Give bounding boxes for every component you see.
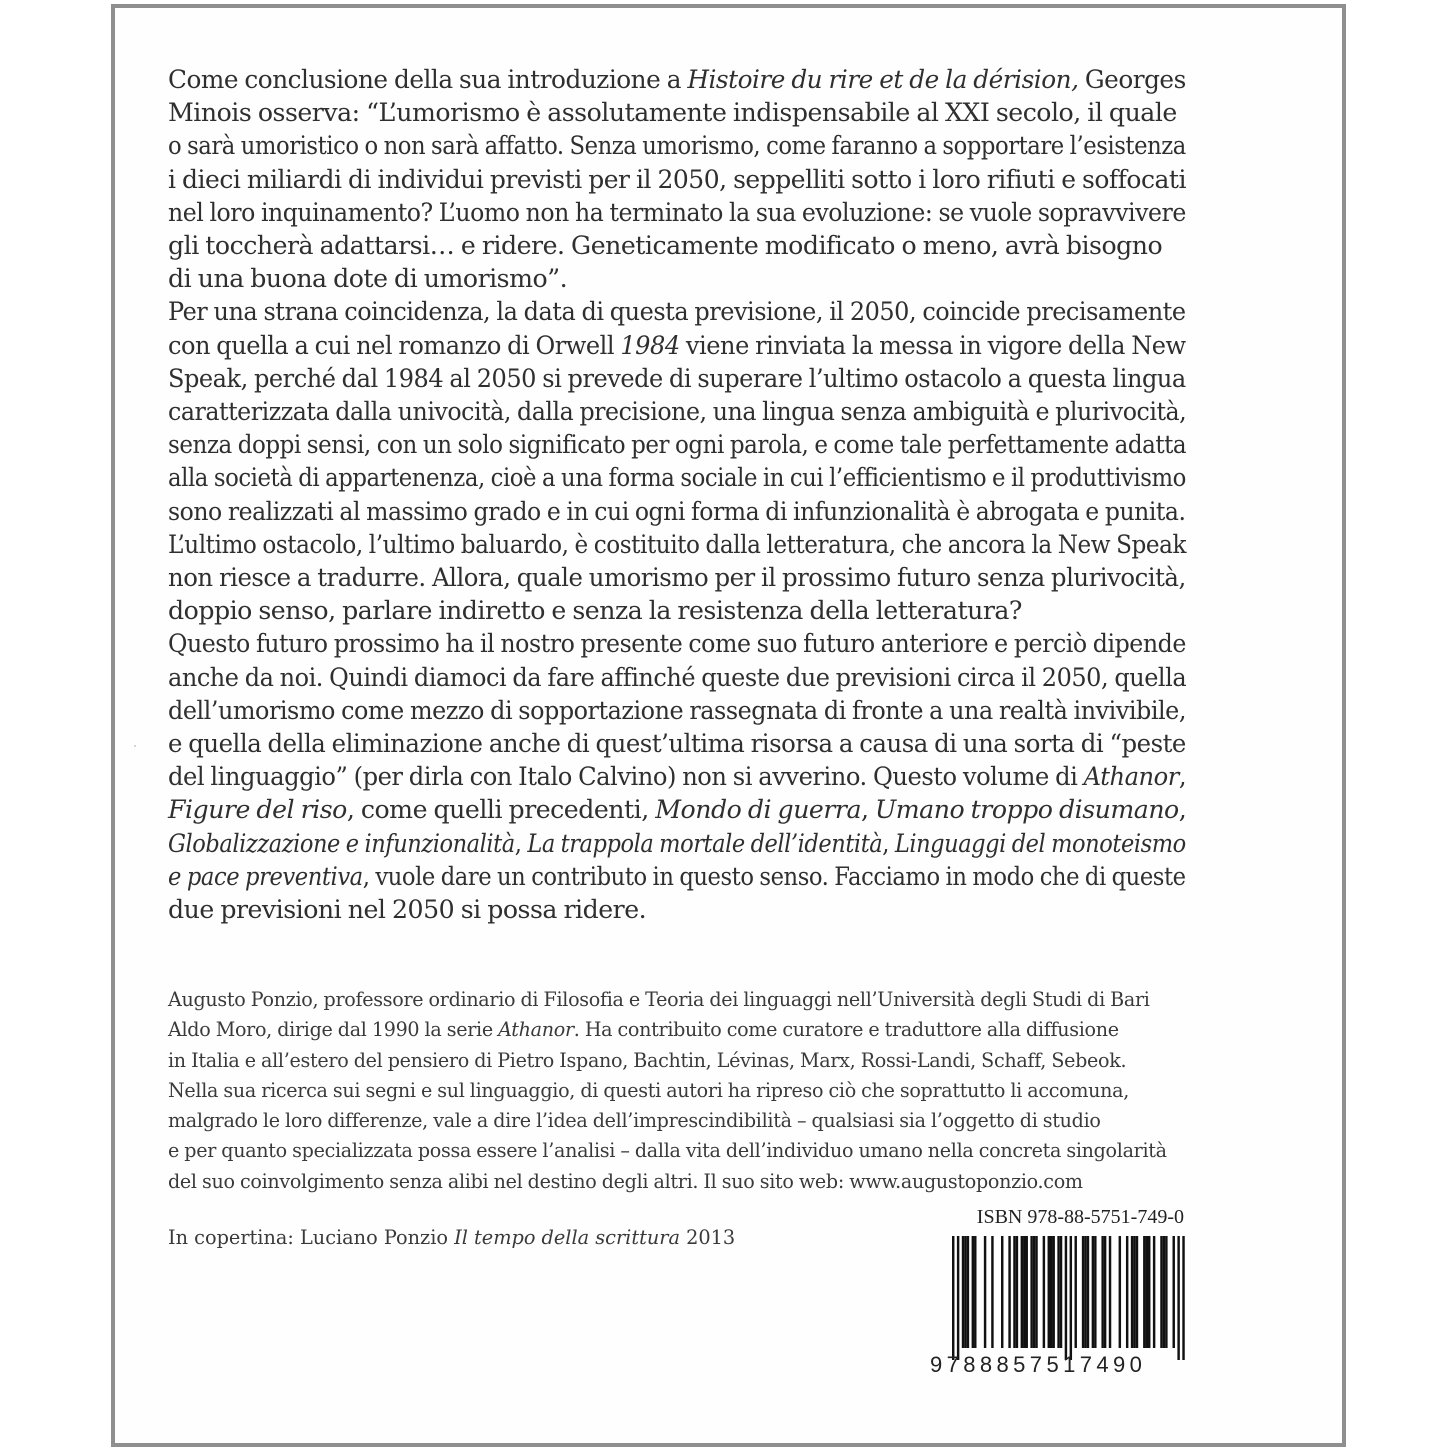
text-run: Nella sua ricerca sui segni e sul linguaggio, di questi autori ha ripreso ciò che soprattutto li accomuna, (168, 1078, 1129, 1102)
barcode-bar (1035, 1236, 1037, 1348)
italic-title-text: Globalizzazione e infunzionalità (168, 828, 515, 859)
barcode-bar (1160, 1236, 1162, 1348)
barcode-bar (991, 1236, 993, 1348)
barcode-bar (1163, 1236, 1165, 1348)
barcode-bar (1119, 1236, 1121, 1348)
cover-credit-prefix: In copertina: Luciano Ponzio (168, 1226, 455, 1249)
text-run: in Italia e all’estero del pensiero di Pietro Ispano, Bachtin, Lévinas, Marx, Rossi-Landi, Schaff, Sebeok. (168, 1048, 1127, 1072)
barcode-bar (1126, 1236, 1128, 1348)
text-run: gli toccherà adattarsi… e ridere. Geneticamente modificato o meno, avrà bisogno (168, 231, 1163, 262)
main-blurb-text (168, 64, 1198, 927)
barcode-bar (1177, 1236, 1179, 1360)
barcode-bar (1109, 1236, 1111, 1348)
italic-title-text: Umano troppo disumano (875, 795, 1179, 826)
cover-credit (168, 1224, 735, 1252)
barcode-bar (1050, 1236, 1052, 1348)
text-run: anche da noi. Quindi diamoci da fare affinché queste due previsioni circa il 2050, quella (168, 662, 1187, 693)
barcode-bar (1060, 1236, 1062, 1348)
barcode (930, 1236, 1190, 1366)
italic-title-text: Histoire du rire et de la dérision, (687, 65, 1079, 95)
text-run: nel loro inquinamento? L’uomo non ha terminato la sua evoluzione: se vuole sopravvivere (168, 197, 1186, 228)
blurb-line (168, 330, 1186, 363)
barcode-bar (1057, 1236, 1059, 1348)
blurb-line (168, 230, 1186, 263)
bio-line (168, 1076, 1168, 1106)
blurb-line (168, 728, 1186, 761)
text-run: e quella della eliminazione anche di quest’ultima risorsa a causa di una sorta di “peste (168, 729, 1186, 760)
cover-artwork-title: Il tempo della scrittura (454, 1226, 680, 1249)
blurb-line (168, 662, 1187, 695)
bio-line (168, 985, 1168, 1015)
barcode-bar (1021, 1236, 1023, 1348)
barcode-bar (1008, 1236, 1010, 1348)
text-run: senza doppi sensi, con un solo significato per ogni parola, e come tale perfettamente adatta (168, 430, 1187, 461)
barcode-bar (1153, 1236, 1155, 1348)
blurb-line (168, 761, 1187, 794)
barcode-bar (1101, 1236, 1103, 1348)
text-run: i dieci miliardi di individui previsti per il 2050, seppelliti sotto i loro rifiuti e soffocati (168, 164, 1186, 195)
text-run: e per quanto specializzata possa essere l’analisi – dalla vita dell’individuo umano nella concreta singolarità (168, 1139, 1167, 1163)
barcode-bar (1070, 1236, 1072, 1360)
italic-title-text: Linguaggi del monoteismo (894, 828, 1186, 859)
italic-title-text: 1984 (620, 330, 680, 361)
blurb-line (168, 396, 1187, 429)
italic-title-text: La trappola mortale dell’identità (527, 828, 883, 859)
text-run: dell’umorismo come mezzo di sopportazione rassegnata di fronte a una realtà invivibile, (168, 695, 1186, 726)
barcode-bar (1084, 1236, 1086, 1348)
blurb-line (168, 263, 1186, 296)
text-run: sono realizzati al massimo grado e in cui ogni forma di infunzionalità è abrogata e punita. (168, 496, 1186, 527)
blurb-line (168, 197, 1186, 230)
text-run: con quella a cui nel romanzo di Orwell (168, 330, 621, 361)
text-run: Aldo Moro, dirige dal 1990 la serie (168, 1018, 499, 1042)
paper-speck (134, 745, 136, 747)
blurb-line (168, 562, 1186, 595)
italic-title-text: Athanor (1083, 762, 1179, 793)
text-run: , (1178, 762, 1187, 793)
text-run: Come conclusione della sua introduzione a (168, 65, 688, 95)
blurb-line (168, 794, 1186, 827)
barcode-bar (1131, 1236, 1133, 1348)
barcode-bar (1048, 1236, 1050, 1348)
text-run: , (860, 795, 876, 826)
blurb-line (168, 164, 1186, 197)
isbn-label: ISBN 978-88-5751-749-0 (976, 1206, 1184, 1228)
barcode-bar (1075, 1236, 1077, 1348)
blurb-line (168, 595, 1186, 628)
barcode-bar (1094, 1236, 1096, 1348)
barcode-bar (1082, 1236, 1084, 1348)
barcode-digits: 9788857517490 (930, 1352, 1147, 1377)
text-run: , come quelli precedenti, (346, 795, 656, 826)
blurb-line (168, 496, 1186, 529)
barcode-bar (964, 1236, 966, 1348)
text-run: due previsioni nel 2050 si possa ridere. (168, 895, 647, 926)
text-run: del linguaggio” (per dirla con Italo Calvino) non si avverino. Questo volume di (168, 762, 1084, 793)
text-run: viene rinviata la messa in vigore della New (679, 330, 1186, 361)
text-run: doppio senso, parlare indiretto e senza la resistenza della letteratura? (168, 596, 1022, 627)
barcode-bar (957, 1236, 959, 1360)
barcode-bar (1065, 1236, 1067, 1360)
barcode-bar (1165, 1236, 1167, 1348)
barcode-bar (1092, 1236, 1094, 1348)
blurb-line (168, 130, 1186, 163)
text-run: Georges (1078, 65, 1186, 95)
barcode-bar (1143, 1236, 1145, 1348)
blurb-line (168, 296, 1186, 329)
text-run: , (882, 828, 895, 859)
barcode-bar (972, 1236, 974, 1348)
bio-line (168, 1167, 1168, 1197)
blurb-line (168, 363, 1186, 396)
blurb-line (168, 861, 1186, 894)
barcode-bar (1087, 1236, 1089, 1348)
barcode-bar (962, 1236, 964, 1348)
barcode-bar (1182, 1236, 1184, 1360)
bio-line (168, 1136, 1168, 1166)
barcode-bar (952, 1236, 954, 1360)
barcode-bar (1148, 1236, 1150, 1348)
barcode-bar (967, 1236, 969, 1348)
barcode-bar (1013, 1236, 1015, 1348)
blurb-line (168, 529, 1187, 562)
text-run: Questo futuro prossimo ha il nostro presente come suo futuro anteriore e perciò dipende (168, 629, 1186, 660)
text-run: , (514, 828, 528, 859)
barcode-bar (1001, 1236, 1003, 1348)
text-run: Minois osserva: “L’umorismo è assolutamente indispensabile al XXI secolo, il quale (168, 98, 1177, 129)
text-run: . Ha contribuito come curatore e traduttore alla diffusione (573, 1018, 1119, 1042)
barcode-bar (1030, 1236, 1032, 1348)
bio-line (168, 1046, 1168, 1076)
italic-title-text: e pace preventiva (168, 861, 363, 892)
italic-title-text: Athanor (498, 1018, 574, 1042)
text-run: Per una strana coincidenza, la data di questa previsione, il 2050, coincide precisamente (168, 297, 1186, 328)
text-run: Speak, perché dal 1984 al 2050 si prevede di superare l’ultimo ostacolo a questa lingua (168, 363, 1186, 394)
cover-credit-year: 2013 (679, 1226, 736, 1249)
barcode-bar (1052, 1236, 1054, 1348)
text-run: , (1178, 795, 1187, 826)
text-run: non riesce a tradurre. Allora, quale umorismo per il prossimo futuro senza plurivocità, (168, 563, 1186, 594)
text-run: , vuole dare un contributo in questo senso. Facciamo in modo che di queste (362, 861, 1186, 892)
italic-title-text: Mondo di guerra (655, 795, 861, 826)
barcode-bar (1104, 1236, 1106, 1348)
barcode-bar (1133, 1236, 1135, 1348)
barcode-bar (1043, 1236, 1045, 1348)
barcode-bar (1146, 1236, 1148, 1348)
barcode-bar (984, 1236, 986, 1348)
blurb-line (168, 429, 1187, 462)
text-run: caratterizzata dalla univocità, dalla precisione, una lingua senza ambiguità e plurivocità, (168, 397, 1187, 428)
isbn-barcode-block (930, 1206, 1190, 1386)
barcode-bar (974, 1236, 976, 1348)
blurb-line (168, 894, 1186, 927)
barcode-bar (1173, 1236, 1175, 1348)
blurb-line (168, 64, 1186, 97)
blurb-line (168, 97, 1186, 130)
text-run: del suo coinvolgimento senza alibi nel destino degli altri. Il suo sito web: www.augustoponzio.com (168, 1169, 1083, 1193)
text-run: o sarà umoristico o non sarà affatto. Senza umorismo, come faranno a sopportare l’esistenza (168, 131, 1186, 162)
blurb-line (168, 828, 1186, 861)
text-run: di una buona dote di umorismo”. (168, 264, 568, 295)
barcode-bar (1026, 1236, 1028, 1348)
barcode-bar (1016, 1236, 1018, 1348)
italic-title-text: Figure del riso (168, 795, 347, 826)
text-run: L’ultimo ostacolo, l’ultimo baluardo, è costituito dalla letteratura, che ancora la New Speak (168, 529, 1187, 560)
author-bio-text (168, 985, 1178, 1197)
barcode-bar (1023, 1236, 1025, 1348)
barcode-bar (1136, 1236, 1138, 1348)
text-run: alla società di appartenenza, cioè a una forma sociale in cui l’efficientismo e il produttivismo (168, 463, 1186, 494)
text-run: Augusto Ponzio, professore ordinario di Filosofia e Teoria dei linguaggi nell’Università degli Studi di Bari (168, 988, 1150, 1011)
bio-line (168, 1106, 1168, 1136)
blurb-line (168, 462, 1186, 495)
blurb-line (168, 628, 1186, 661)
text-run: malgrado le loro differenze, vale a dire l’idea dell’imprescindibilità – qualsiasi sia l’oggetto di studio (168, 1109, 1101, 1133)
blurb-line (168, 695, 1186, 728)
bio-line (168, 1015, 1168, 1045)
barcode-bar (1033, 1236, 1035, 1348)
